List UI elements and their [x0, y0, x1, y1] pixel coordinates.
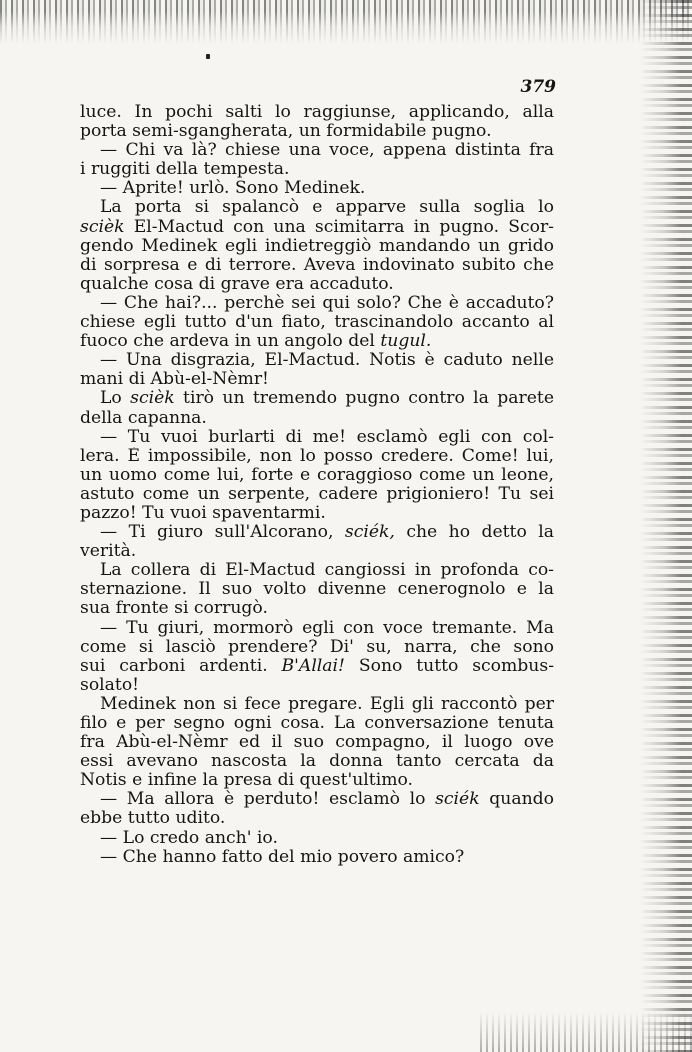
text-run: — Lo credo anch' io.: [100, 828, 278, 848]
italic-word: tugul.: [380, 332, 432, 352]
text-line: [80, 733, 554, 752]
text-run: — Ma allora è perduto! esclamò lo: [100, 790, 436, 810]
scan-edge-bottom: [480, 1012, 692, 1052]
text-run: — Ti giuro sull'Alcorano,: [100, 523, 345, 543]
text-line: [80, 657, 554, 676]
text-line: [80, 695, 554, 714]
italic-word: scièk: [80, 217, 125, 237]
text-run: tirò un tremendo pugno contro la parete: [174, 389, 554, 409]
text-line: [80, 198, 554, 217]
text-run: ebbe tutto udito.: [80, 809, 226, 829]
text-line: [80, 752, 554, 771]
text-run: luce. In pochi salti lo raggiunse, applicando, alla: [80, 103, 554, 122]
page-number: 379: [520, 77, 556, 97]
text-line: [80, 122, 554, 141]
text-line: [80, 676, 554, 695]
text-run: — Che hanno fatto del mio povero amico?: [100, 847, 465, 867]
text-line: [80, 447, 554, 466]
text-line: [80, 809, 554, 828]
text-line: [80, 638, 554, 657]
text-run: — Chi va là? chiese una voce, appena distinta fra: [100, 141, 554, 161]
text-line: [80, 103, 554, 122]
italic-word: sciék,: [344, 523, 395, 543]
italic-word: sciék: [435, 790, 480, 810]
text-line: [80, 351, 554, 370]
text-line: [80, 313, 554, 332]
text-run: Lo: [100, 389, 131, 409]
text-line: [80, 466, 554, 485]
text-run: filo e per segno ogni cosa. La conversazione tenuta: [80, 714, 554, 733]
text-run: lera. È impossibile, non lo posso credere. Come! lui,: [80, 446, 554, 466]
text-line: [80, 409, 554, 428]
text-line: [80, 561, 554, 580]
text-run: astuto come un serpente, cadere prigioniero! Tu sei: [80, 484, 554, 504]
text-line: [80, 829, 554, 848]
text-run: Notis e infine la presa di quest'ultimo.: [80, 771, 414, 791]
text-line: [80, 428, 554, 447]
text-run: — Che hai?... perchè sei qui solo? Che è accaduto?: [100, 293, 554, 313]
scan-edge-top: [0, 0, 692, 44]
text-run: — Aprite! urlò. Sono Medinek.: [100, 179, 366, 199]
text-line: [80, 599, 554, 618]
text-run: Medinek non si fece pregare. Egli gli raccontò per: [100, 694, 554, 714]
text-run: verità.: [80, 542, 137, 562]
text-run: — Una disgrazia, El-Mactud. Notis è caduto nelle: [100, 351, 554, 371]
text-line: [80, 218, 554, 237]
text-line: [80, 370, 554, 389]
scan-edge-right: [640, 0, 692, 1052]
text-run: qualche cosa di grave era accaduto.: [80, 274, 394, 294]
text-run: i ruggiti della tempesta.: [80, 160, 290, 180]
text-run: — Tu vuoi burlarti di me! esclamò egli con col-: [100, 427, 554, 447]
italic-word: B'Allai!: [281, 656, 345, 676]
text-line: [80, 294, 554, 313]
text-run: pazzo! Tu vuoi spaventarmi.: [80, 503, 326, 523]
text-line: [80, 256, 554, 275]
text-run: quando: [479, 790, 554, 810]
text-run: di sorpresa e di terrore. Aveva indovinato subito che: [80, 255, 554, 275]
text-run: El-Mactud con una scimitarra in pugno. Scor-: [124, 217, 554, 237]
text-line: [80, 179, 554, 198]
ink-speck: [206, 54, 210, 59]
text-run: porta semi-sgangherata, un formidabile pugno.: [80, 122, 492, 142]
text-run: mani di Abù-el-Nèmr!: [80, 370, 269, 390]
text-line: [80, 542, 554, 561]
text-line: [80, 485, 554, 504]
text-run: gendo Medinek egli indietreggiò mandando un grido: [80, 236, 554, 256]
text-run: sternazione. Il suo volto divenne cenerognolo e la: [80, 580, 554, 600]
text-run: solato!: [80, 675, 140, 695]
text-run: fra Abù-el-Nèmr ed il suo compagno, il luogo ove: [80, 733, 554, 753]
body-text: [80, 103, 554, 867]
text-line: [80, 848, 554, 867]
text-run: Sono tutto scombus-: [344, 656, 554, 676]
text-line: [80, 141, 554, 160]
text-line: [80, 275, 554, 294]
text-run: — Tu giuri, mormorò egli con voce tremante. Ma: [100, 618, 554, 638]
text-run: sui carboni ardenti.: [80, 656, 282, 676]
text-run: essi avevano nascosta la donna tanto cercata da: [80, 752, 554, 772]
text-line: [80, 771, 554, 790]
text-line: [80, 790, 554, 809]
text-line: [80, 332, 554, 351]
italic-word: scièk: [130, 389, 175, 409]
text-run: fuoco che ardeva in un angolo del: [80, 332, 381, 352]
text-line: [80, 619, 554, 638]
text-run: La porta si spalancò e apparve sulla soglia lo: [100, 198, 554, 218]
text-line: [80, 389, 554, 408]
text-run: che ho detto la: [394, 523, 554, 543]
text-run: chiese egli tutto d'un fiato, trascinandolo accanto al: [80, 313, 554, 333]
text-run: La collera di El-Mactud cangiossi in profonda co-: [100, 561, 554, 581]
text-line: [80, 504, 554, 523]
text-line: [80, 580, 554, 599]
text-run: della capanna.: [80, 408, 207, 428]
text-line: [80, 523, 554, 542]
text-run: come si lasciò prendere? Di' su, narra, che sono: [80, 637, 554, 657]
text-run: un uomo come lui, forte e coraggioso come un leone,: [80, 465, 554, 485]
text-run: sua fronte si corrugò.: [80, 599, 268, 619]
text-line: [80, 160, 554, 179]
text-line: [80, 714, 554, 733]
text-line: [80, 237, 554, 256]
